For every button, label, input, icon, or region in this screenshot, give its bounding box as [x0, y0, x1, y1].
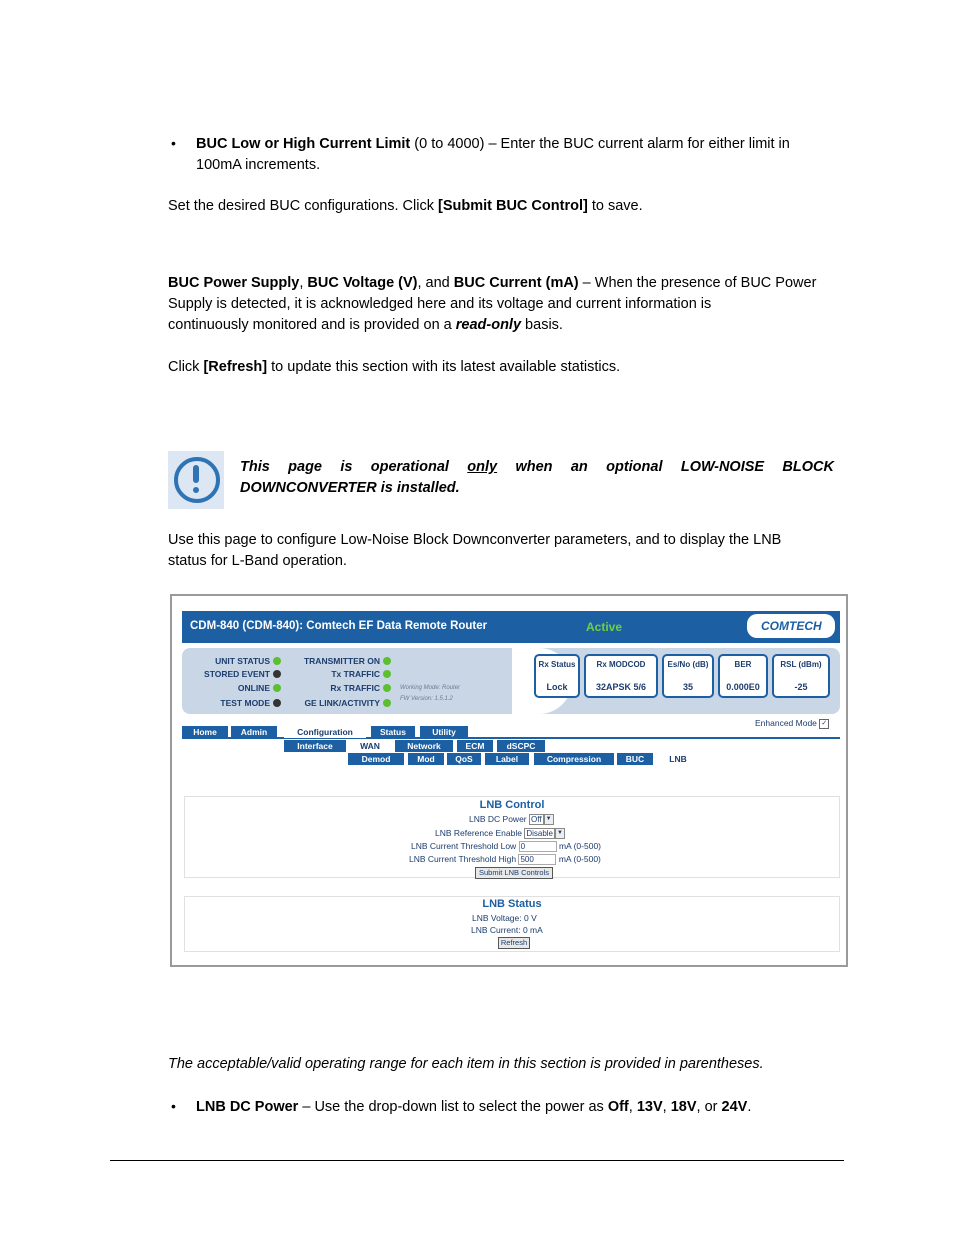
- tab-buc[interactable]: BUC: [617, 753, 653, 765]
- enhanced-mode-checkbox[interactable]: ✓: [819, 719, 829, 729]
- text: – When the presence of BUC Power: [578, 275, 817, 291]
- traffic-label: TRANSMITTER ON: [303, 656, 380, 666]
- logo-text: COMTECH: [761, 619, 822, 633]
- status-label: ONLINE: [237, 683, 270, 693]
- stat-box: [718, 654, 768, 698]
- text: status for L-Band operation.: [168, 553, 347, 569]
- option: 18V: [670, 1099, 697, 1115]
- refresh-paragraph: [168, 357, 842, 378]
- important-icon: [168, 451, 224, 509]
- text: Click: [168, 359, 204, 375]
- text: continuously monitored and is provided on a: [168, 317, 456, 333]
- stat-header: BER: [734, 660, 752, 669]
- term: BUC Voltage (V): [307, 275, 418, 291]
- tab-ecm[interactable]: ECM: [457, 740, 493, 752]
- thr-high-input[interactable]: 500: [518, 854, 556, 865]
- stat-value: -25: [794, 682, 808, 692]
- text: Supply is detected, it is acknowledged here and its voltage and current information is: [168, 296, 712, 312]
- option: 13V: [636, 1099, 663, 1115]
- term: LNB DC Power: [196, 1099, 299, 1115]
- dc-power-row: [469, 814, 554, 825]
- bullet-marker: •: [171, 1098, 176, 1114]
- stat-header: RSL (dBm): [780, 660, 822, 669]
- ref-enable-select[interactable]: Disable: [526, 829, 554, 839]
- term: BUC Power Supply: [168, 275, 300, 291]
- stat-value: 35: [682, 682, 693, 692]
- submit-lnb-controls-button[interactable]: Submit LNB Controls: [475, 867, 553, 879]
- tab-interface[interactable]: Interface: [284, 740, 346, 752]
- chevron-down-icon[interactable]: ▼: [544, 814, 554, 825]
- led-green-icon: [383, 699, 391, 707]
- text: to update this section with its latest available statistics.: [267, 359, 621, 375]
- status-label: STORED EVENT: [204, 669, 270, 679]
- intro-paragraph: [168, 530, 842, 572]
- ref-enable-row: [435, 828, 565, 839]
- lnb-status-section: [184, 896, 840, 952]
- text: Set the desired BUC configurations. Click: [168, 198, 438, 214]
- led-off-icon: [273, 699, 281, 707]
- field-label: LNB Current Threshold High: [409, 854, 517, 864]
- thr-high-row: [409, 854, 601, 865]
- option: Off: [607, 1099, 629, 1115]
- term: BUC Low or High Current Limit: [196, 136, 411, 152]
- button-ref: [Submit BUC Control]: [438, 198, 588, 214]
- banner-status: Active: [586, 620, 623, 634]
- tab-status[interactable]: Status: [371, 726, 415, 738]
- note-word: is: [340, 459, 353, 475]
- thr-low-input[interactable]: 0: [519, 841, 557, 852]
- emphasis: read-only: [455, 317, 522, 333]
- option: 24V: [721, 1099, 748, 1115]
- note-word: page: [288, 459, 322, 475]
- header-banner: [182, 611, 840, 643]
- operational-note: [240, 457, 834, 499]
- term: BUC Current (mA): [453, 275, 579, 291]
- tab-lnb[interactable]: LNB: [658, 753, 698, 765]
- traffic-label: Tx TRAFFIC: [331, 669, 380, 679]
- enhanced-mode: [755, 718, 829, 729]
- footer-rule: [110, 1160, 844, 1161]
- lnb-page-screenshot: [170, 594, 848, 967]
- led-green-icon: [383, 684, 391, 692]
- status-label: UNIT STATUS: [215, 656, 270, 666]
- traffic-label: Rx TRAFFIC: [330, 683, 380, 693]
- text: ,: [662, 1099, 671, 1115]
- text: ,: [299, 275, 308, 291]
- stat-value: 0.000E0: [726, 682, 760, 692]
- stat-box: [662, 654, 714, 698]
- range-note: The acceptable/valid operating range for each item in this section is provided in parentheses.: [168, 1056, 764, 1072]
- led-off-icon: [273, 670, 281, 678]
- tab-dscpc[interactable]: dSCPC: [497, 740, 545, 752]
- text: – Use the drop-down list to select the power as: [298, 1099, 608, 1115]
- enhanced-mode-label: Enhanced Mode: [755, 718, 817, 728]
- note-word: BLOCK: [782, 459, 834, 475]
- stat-header: Rx MODCOD: [596, 660, 646, 669]
- stat-value: Lock: [546, 682, 568, 692]
- tab-utility[interactable]: Utility: [420, 726, 468, 738]
- lnb-control-section: [184, 796, 840, 878]
- status-label: TEST MODE: [220, 698, 270, 708]
- note-word: an: [570, 459, 588, 475]
- note-word: when: [515, 459, 553, 475]
- stat-value: 32APSK 5/6: [595, 682, 647, 692]
- stat-box: [534, 654, 580, 698]
- dc-power-select[interactable]: Off: [531, 815, 542, 825]
- section-title: LNB Status: [482, 898, 542, 910]
- tab-network[interactable]: Network: [395, 740, 453, 752]
- text: basis.: [521, 317, 563, 333]
- note-word: operational: [370, 459, 449, 475]
- note-word: LOW-NOISE: [680, 459, 765, 475]
- led-green-icon: [383, 657, 391, 665]
- stat-box: [584, 654, 658, 698]
- bullet-marker: •: [171, 135, 176, 151]
- status-panel: [182, 648, 840, 714]
- field-label: LNB DC Power: [469, 814, 527, 824]
- text: , and: [417, 275, 454, 291]
- fw-version: FW Version: 1.5.1.2: [400, 696, 453, 702]
- text: to save.: [587, 198, 643, 214]
- text: , or: [696, 1099, 722, 1115]
- thr-low-row: [411, 841, 601, 852]
- tab-compression[interactable]: Compression: [534, 753, 614, 765]
- banner-title: CDM-840 (CDM-840): Comtech EF Data Remote Router: [190, 620, 488, 632]
- lnb-dc-power-item: [196, 1097, 842, 1118]
- tab-configuration[interactable]: Configuration: [284, 726, 366, 738]
- buc-supply-paragraph: [168, 273, 842, 336]
- tab-demod[interactable]: Demod: [348, 753, 404, 765]
- range-label: mA (0-500): [558, 841, 601, 851]
- note-word: This: [240, 459, 270, 475]
- traffic-label: GE LINK/ACTIVITY: [304, 698, 380, 708]
- refresh-button[interactable]: Refresh: [498, 937, 530, 949]
- range-label: mA (0-500): [558, 854, 601, 864]
- tab-wan[interactable]: WAN: [350, 740, 390, 752]
- tab-mod[interactable]: Mod: [408, 753, 444, 765]
- led-green-icon: [273, 657, 281, 665]
- text: ,: [628, 1099, 637, 1115]
- buc-current-limit-item: [196, 134, 842, 176]
- stat-header: Rx Status: [538, 660, 576, 669]
- led-green-icon: [273, 684, 281, 692]
- field-label: LNB Reference Enable: [435, 828, 522, 838]
- text: Use this page to configure Low-Noise Block Downconverter parameters, and to display the LNB: [168, 532, 782, 548]
- set-buc-paragraph: [168, 196, 842, 217]
- lnb-current: LNB Current: 0 mA: [471, 925, 543, 935]
- note-line: DOWNCONVERTER is installed.: [240, 480, 460, 496]
- lnb-voltage: LNB Voltage: 0 V: [472, 913, 537, 923]
- text: 100mA increments.: [196, 157, 321, 173]
- working-mode: Working Mode: Router: [400, 685, 461, 691]
- tab-home[interactable]: Home: [182, 726, 228, 738]
- text: .: [747, 1099, 752, 1115]
- button-ref: [Refresh]: [203, 359, 268, 375]
- stat-header: Es/No (dB): [667, 660, 709, 669]
- chevron-down-icon[interactable]: ▼: [555, 828, 565, 839]
- text: (0 to 4000) – Enter the BUC current alarm for either limit in: [410, 136, 790, 152]
- tab-label[interactable]: Label: [485, 753, 529, 765]
- led-green-icon: [383, 670, 391, 678]
- tab-qos[interactable]: QoS: [447, 753, 481, 765]
- nav-line: [182, 737, 840, 739]
- field-label: LNB Current Threshold Low: [411, 841, 517, 851]
- note-word: only: [467, 459, 498, 475]
- tab-admin[interactable]: Admin: [231, 726, 277, 738]
- note-word: optional: [606, 459, 663, 475]
- stat-box: [772, 654, 830, 698]
- comtech-logo: [747, 614, 835, 638]
- section-title: LNB Control: [479, 799, 545, 811]
